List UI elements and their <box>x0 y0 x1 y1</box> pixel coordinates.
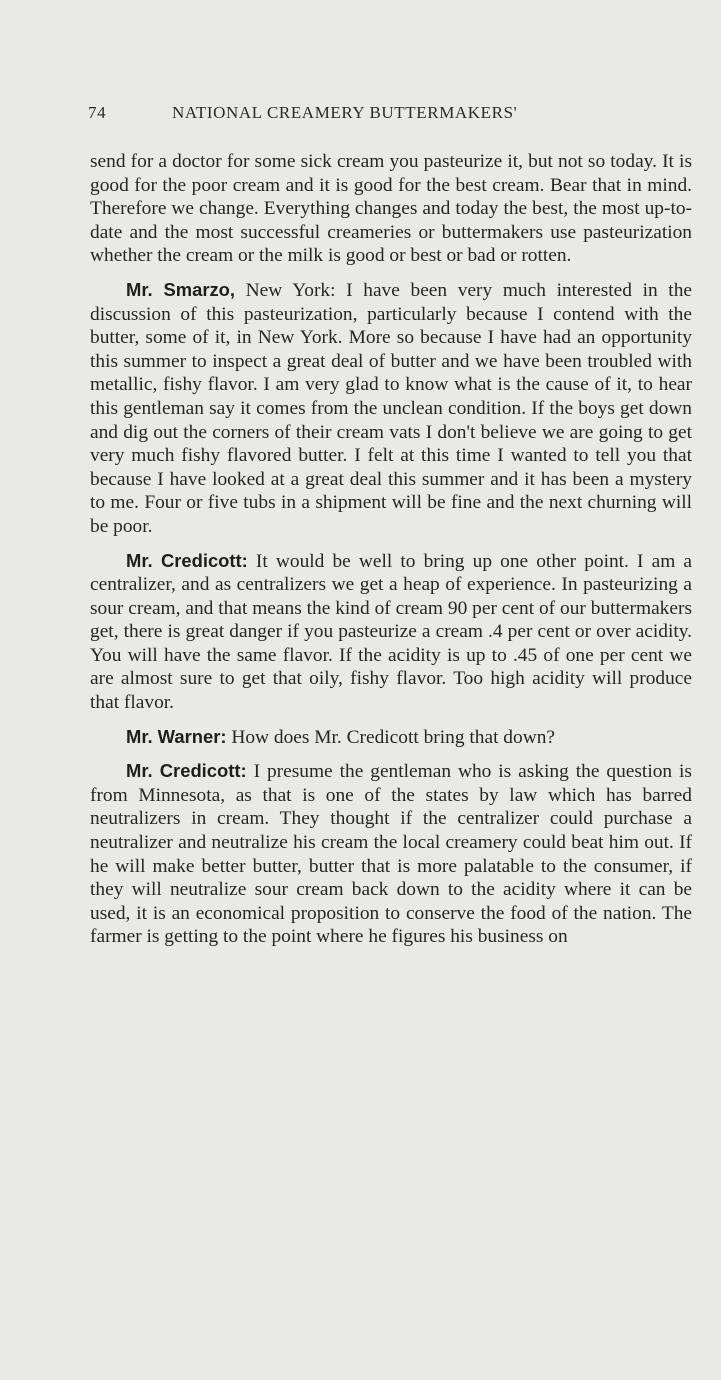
body-text <box>90 150 692 959</box>
speaker-name: Mr. Credicott: <box>126 760 247 782</box>
paragraph-text: New York: I have been very much interested in the discussion of this pasteurization, particularly because I contend with the butter, some of it, in New York. More so because I have had an opportunity this summer to inspect a great deal of butter and we have been troubled with metallic, fishy flavor. I am very glad to know what is the cause of it, to hear this gentleman say it comes from the unclean condition. If the boys get down and dig out the corners of their cream vats I don't believe we are going to get very much fishy flavored butter. I felt at this time I wanted to tell you that because I have looked at a great deal this summer and it has been a mystery to me. Four or five tubs in a shipment will be fine and the next churning will be poor. <box>90 279 692 537</box>
paragraph <box>90 549 692 715</box>
page-header <box>88 103 690 129</box>
speaker-name: Mr. Smarzo, <box>126 278 236 300</box>
paragraph <box>90 150 692 268</box>
paragraph-text: It would be well to bring up one other point. I am a centralizer, and as centralizers we get a heap of experience. In pasteurizing a sour cream, and that means the kind of cream 90 per cent of our buttermakers get, there is great danger if you pasteurize a cream .4 per cent or over acidity. You will have the same flavor. If the acidity is up to .45 of one per cent we are almost sure to get that oily, fishy flavor. Too high acidity will produce that flavor. <box>90 550 692 714</box>
paragraph-text: I presume the gentleman who is asking the question is from Minnesota, as that is one of the states by law which has barred neutralizers in cream. They thought if the centralizer could purchase a neutralizer and neutralize his cream the local creamery could beat him out. If he will make better butter, butter that is more palatable to the consumer, if they will neutralize sour cream back down to the acidity where it can be used, it is an economical proposition to conserve the food of the nation. The farmer is getting to the point where he figures his business on <box>90 761 692 948</box>
paragraph <box>90 759 692 949</box>
paragraph-text: send for a doctor for some sick cream you pasteurize it, but not so today. It is good for the poor cream and it is good for the best cream. Bear that in mind. Therefore we change. Everything changes and today the best, the most up-to-date and the most successful creameries or buttermakers use pasteurization whether the cream or the milk is good or best or bad or rotten. <box>90 151 692 267</box>
paragraph <box>90 278 692 539</box>
paragraph <box>90 725 692 750</box>
speaker-name: Mr. Warner: <box>126 725 227 747</box>
speaker-name: Mr. Credicott: <box>126 549 248 571</box>
running-title: NATIONAL CREAMERY BUTTERMAKERS' <box>172 103 518 122</box>
paragraph-text: How does Mr. Credicott bring that down? <box>226 726 555 748</box>
page-number: 74 <box>88 103 107 122</box>
